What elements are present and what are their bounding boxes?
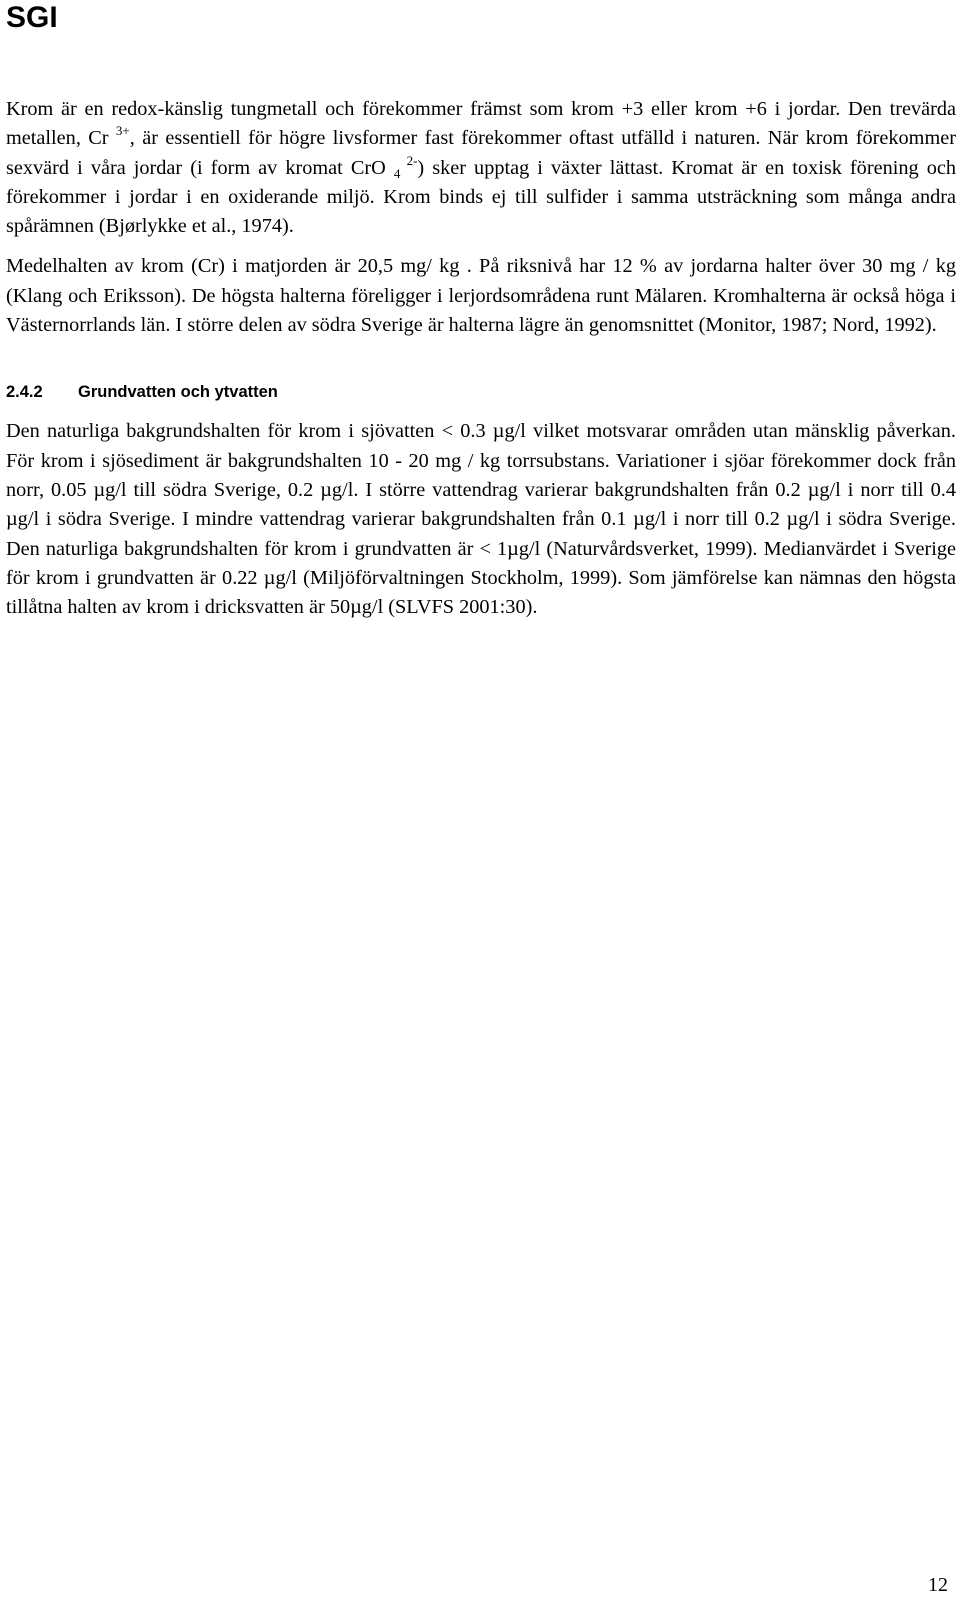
paragraph-text: ) sker upptag i växter lättast. Kromat är en toxisk förening och förekommer i jordar i en oxiderande miljö. Krom binds ej till sulfider i samma utsträckning som många andra spårämnen (Bjørlykke et al., 1974). — [6, 156, 956, 238]
section-title: Grundvatten och ytvatten — [78, 383, 278, 402]
superscript-charge: 3+ — [115, 123, 130, 139]
paragraph-chromium-topsoil-levels: Medelhalten av krom (Cr) i matjorden är 20,5 mg/ kg . På riksnivå har 12 % av jordarna halter över 30 mg / kg (Klang och Eriksson). De högsta halterna föreligger i lerjordsområdena runt Mälaren. Kromhalterna är också höga i Västernorrlands län. I större delen av södra Sverige är halterna lägre än genomsnittet (Monitor, 1987; Nord, 1992). — [6, 255, 956, 337]
paragraph-text: , är essentiell för högre livsformer fast förekommer oftast utfälld i naturen. När krom förekommer sexvärd i våra jordar (i form av kromat CrO — [6, 127, 956, 179]
section-number: 2.4.2 — [6, 383, 43, 402]
superscript-charge: 2- — [400, 152, 418, 168]
subscript-index: 4 — [393, 165, 401, 181]
section-heading — [6, 377, 956, 407]
paragraph-chromium-soil-chemistry — [6, 95, 956, 241]
paragraph-text: Krom är en redox-känslig tungmetall och förekommer främst som krom +3 eller krom +6 i jordar. Den trevärda metallen, Cr — [6, 98, 956, 150]
paragraph-groundwater-surface-water: Den naturliga bakgrundshalten för krom i sjövatten < 0.3 µg/l vilket motsvarar områden utan mänsklig påverkan. För krom i sjösediment är bakgrundshalten 10 - 20 mg / kg torrsubstans. Variationer i sjöar förekommer dock från norr, 0.05 µg/l till södra Sverige, 0.2 µg/l. I större vattendrag varierar bakgrundshalten från 0.2 µg/l i norr till 0.4 µg/l i södra Sverige. I mindre vattendrag varierar bakgrundshalten från 0.1 µg/l i norr till 0.2 µg/l i södra Sverige. Den naturliga bakgrundshalten för krom i grundvatten är < 1µg/l (Naturvårdsverket, 1999). Medianvärdet i Sverige för krom i grundvatten är 0.22 µg/l (Miljöförvaltningen Stockholm, 1999). Som jämförelse kan nämnas den högsta tillåtna halten av krom i dricksvatten är 50µg/l (SLVFS 2001:30). — [6, 420, 956, 619]
page-number: 12 — [928, 1574, 948, 1596]
page-title: SGI — [6, 1, 58, 34]
document-body — [6, 95, 956, 622]
